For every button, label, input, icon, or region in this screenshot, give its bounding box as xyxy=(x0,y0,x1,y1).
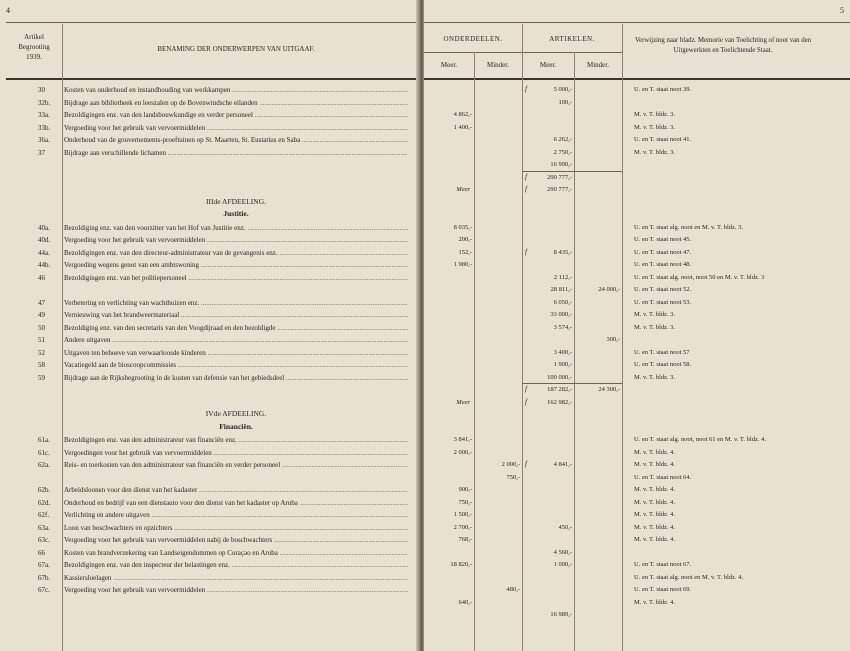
amount-cell: 187 282,- xyxy=(547,386,572,393)
row-description: Uitgaven ten behoeve van verwaarloosde kinderen ..... xyxy=(64,347,408,359)
table-row xyxy=(0,97,418,109)
reference-note: M. v. T. bldz. 4. xyxy=(634,461,676,468)
reference-note: U. en T. staat alg. noot en M. v. T. bldz. 4. xyxy=(634,573,744,581)
row-description: Bezoldigingen enz. van het politiepersoneel ..... xyxy=(64,272,408,284)
amount-cell: 750,- xyxy=(506,473,520,481)
table-row xyxy=(0,459,418,471)
row-description: Bezoldigingen enz. van den landsbouwkundige en verder personeel ..... xyxy=(64,109,408,121)
header-ondeelen-minder: Minder. xyxy=(487,61,509,69)
table-row xyxy=(0,559,418,571)
reference-note: M. v. T. bldz. 4. xyxy=(634,448,676,456)
left-page xyxy=(0,0,418,651)
amount-cell: 4 862,- xyxy=(453,111,472,118)
article-number: 62b. xyxy=(38,486,51,494)
reference-note: M. v. T. bldz. 3. xyxy=(634,123,676,131)
column-divider xyxy=(474,52,475,651)
table-row xyxy=(0,334,418,346)
amount-cell: 28 811,- xyxy=(550,286,572,293)
article-number: 62d. xyxy=(38,498,51,507)
row-description: Bezoldigingen enz. van den directeur-administrateur van de gevangenis enz. ..... xyxy=(64,247,408,259)
reference-note: U. en T. staat noot 47. xyxy=(634,248,692,256)
amount-cell: 100 000,- xyxy=(547,373,572,381)
reference-note: U. en T. staat alg. noot, noot 61 en M. v. T. bldz. 4. xyxy=(634,436,766,443)
reference-note: M. v. T. bldz. 3. xyxy=(634,373,676,381)
section-title: IVde AFDEELING. xyxy=(205,409,267,418)
article-number: 61a. xyxy=(38,436,50,444)
reference-note: M. v. T. bldz. 4. xyxy=(634,486,676,493)
reference-note: U. en T. staat noot 58. xyxy=(634,361,692,368)
article-number: 36a. xyxy=(38,136,50,144)
table-row xyxy=(0,509,418,521)
subtotal-rule xyxy=(522,171,622,172)
header-bottom-rule xyxy=(424,78,850,80)
table-row xyxy=(0,259,418,271)
table-row xyxy=(0,447,418,459)
reference-note: M. v. T. bldz. 3. xyxy=(634,323,676,331)
article-number: 67c. xyxy=(38,586,50,594)
article-number: 40a. xyxy=(38,223,50,232)
column-divider xyxy=(574,52,575,651)
table-row xyxy=(0,359,418,371)
row-description: Loon van boschwachters en opzichters ..... xyxy=(64,522,408,534)
row-description: Kosten van brandverzekering van Landseigendommen op Curaçao en Aruba ..... xyxy=(64,547,408,559)
currency-symbol: f xyxy=(525,397,527,406)
table-row xyxy=(0,272,418,284)
amount-cell: 750,- xyxy=(458,498,472,506)
amount-cell: 1 980,- xyxy=(453,261,472,268)
table-row xyxy=(0,147,418,159)
table-row xyxy=(0,547,418,559)
row-description: Vacatiegeld aan de bioscoopcommissies ..... xyxy=(64,359,408,371)
reference-note: U. en T. staat alg. noot, noot 50 en M. v. T. bldz. 3 xyxy=(634,273,765,281)
reference-note: U. en T. staat noot 67. xyxy=(634,561,692,568)
amount-cell: 300,- xyxy=(606,336,620,343)
reference-note: M. v. T. bldz. 4. xyxy=(634,536,676,543)
amount-cell: 24 300,- xyxy=(598,386,620,393)
reference-note: U. en T. staat noot 48. xyxy=(634,261,692,268)
table-row xyxy=(0,84,418,96)
reference-note: M. v. T. bldz. 4. xyxy=(634,511,676,518)
table-row xyxy=(0,247,418,259)
amount-cell: 16 989,- xyxy=(550,611,572,618)
row-description: Bezoldiging enz. van den voorzitter van het Hof van Justitie enz. ..... xyxy=(64,222,408,234)
table-row xyxy=(0,522,418,534)
reference-note: M. v. T. bldz. 3. xyxy=(634,111,676,118)
reference-note: U. en T. staat noot 64. xyxy=(634,473,692,481)
reference-note: U. en T. staat noot 53. xyxy=(634,298,692,306)
article-number: 50 xyxy=(38,323,45,332)
subtotal-rule xyxy=(522,383,622,384)
amount-cell: 900,- xyxy=(458,486,472,493)
article-number: 58 xyxy=(38,361,45,369)
header-mid-rule xyxy=(424,52,622,53)
row-description: Vergoeding voor het gebruik van vervoermiddelen ..... xyxy=(64,122,408,134)
amount-cell: 640,- xyxy=(458,598,472,606)
amount-cell: 18 820,- xyxy=(450,561,472,568)
currency-symbol: f xyxy=(525,460,527,468)
article-number: 44a. xyxy=(38,248,50,257)
header-verwijzing: Verwijzing naar bladz. Memorie van Toelichting of noot van den Uitgewerkten en Toelichtende Staat. xyxy=(634,37,812,54)
reference-note: U. en T. staat noot 69. xyxy=(634,586,692,593)
table-row xyxy=(0,347,418,359)
amount-cell: 1 400,- xyxy=(453,123,472,131)
amount-cell: 3 574,- xyxy=(553,323,572,331)
total-label: Meer xyxy=(456,398,470,406)
header-artikelen-minder: Minder. xyxy=(587,61,609,69)
header-artikelen-meer: Meer. xyxy=(539,61,557,69)
row-description: Kosten van onderhoud en instandhouding van werkkampen ..... xyxy=(64,84,408,96)
row-description: Reis- en toerkosten van den administrateur van financiën en verder personeel ..... xyxy=(64,459,408,471)
row-description: Verlichting en andere uitgaven ..... xyxy=(64,509,408,521)
amount-cell: 2 112,- xyxy=(553,273,572,281)
article-number: 32b. xyxy=(38,98,51,107)
amount-cell: 450,- xyxy=(558,523,572,531)
article-number: 44b. xyxy=(38,261,51,269)
amount-cell: 1 900,- xyxy=(553,361,572,368)
article-number: 52 xyxy=(38,348,45,357)
amount-cell: 162 982,- xyxy=(547,398,572,406)
amount-cell: 6 050,- xyxy=(553,298,572,306)
table-row xyxy=(0,297,418,309)
currency-symbol: f xyxy=(525,172,527,181)
row-description: Bijdrage aan de Rijksbegrooting in de kosten van defensie van het gebiedsdeel ..... xyxy=(64,372,408,384)
table-row xyxy=(0,234,418,246)
amount-cell: 3 400,- xyxy=(553,348,572,356)
header-artikelen: ARTIKELEN. xyxy=(549,35,595,43)
amount-cell: 2 700,- xyxy=(453,523,472,531)
column-divider xyxy=(622,24,623,651)
article-number: 59 xyxy=(38,373,45,382)
article-number: 33a. xyxy=(38,111,50,119)
amount-cell: 8 035,- xyxy=(453,223,472,231)
row-description: Vergoedingen voor het gebruik van vervoermiddelen ..... xyxy=(64,447,408,459)
amount-cell: 4 560,- xyxy=(553,548,572,556)
row-description: Bezoldigingen enz. van den inspecteur der belastingen enz. ..... xyxy=(64,559,408,571)
header-top-rule xyxy=(6,22,418,23)
reference-note: U. en T. staat noot 45. xyxy=(634,236,692,243)
table-row xyxy=(0,222,418,234)
row-description: Onderhoud en bedrijf van een dienstauto voor den dienst van het kadaster op Aruba ..... xyxy=(64,497,408,509)
table-row xyxy=(0,534,418,546)
table-row xyxy=(0,372,418,384)
reference-note: M. v. T. bldz. 3. xyxy=(634,148,676,156)
row-description: Bijdrage aan bibliotheek en leeszalen op de Bovenwindsche eilanden ..... xyxy=(64,97,408,109)
amount-cell: 3 841,- xyxy=(453,436,472,443)
row-description: Kassiersloelagen ..... xyxy=(64,572,408,584)
amount-cell: 4 841,- xyxy=(553,461,572,468)
amount-cell: 768,- xyxy=(458,536,472,543)
row-description: Vergoeding wegens genot van een ambtswoning ..... xyxy=(64,259,408,271)
amount-cell: 290 777,- xyxy=(547,186,572,193)
article-number: 62f. xyxy=(38,511,50,519)
currency-symbol: f xyxy=(525,385,527,393)
article-number: 30 xyxy=(38,86,45,94)
table-row xyxy=(0,109,418,121)
header-ondeelen-meer: Meer. xyxy=(440,61,458,69)
currency-symbol: f xyxy=(525,185,527,193)
section-title: IIIde AFDEELING. xyxy=(206,196,266,206)
amount-cell: 33 000,- xyxy=(550,311,572,318)
amount-cell: 24 000,- xyxy=(598,286,620,293)
reference-note: M. v. T. bldz. 3. xyxy=(634,311,676,318)
amount-cell: 152,- xyxy=(458,248,472,256)
header-benaming: BENAMING DER ONDERWERPEN VAN UITGAAF. xyxy=(157,45,315,53)
table-row xyxy=(0,434,418,446)
header-top-rule xyxy=(424,22,850,23)
page-number-left: 4 xyxy=(6,6,10,15)
reference-note: U. en T. staat alg. noot en M. v. T. bldz. 3. xyxy=(634,223,744,231)
table-row xyxy=(0,484,418,496)
amount-cell: 8 435,- xyxy=(553,248,572,256)
amount-cell: 1 500,- xyxy=(453,511,472,518)
article-number: 49 xyxy=(38,311,45,319)
article-number: 46 xyxy=(38,273,45,282)
right-page xyxy=(424,0,850,651)
table-row xyxy=(0,497,418,509)
table-row xyxy=(0,122,418,134)
row-description: Vergoeding voor het gebruik van vervoermiddelen nabij de boschwachters ..... xyxy=(64,534,408,546)
amount-cell: 2 000,- xyxy=(453,448,472,456)
article-number: 67a. xyxy=(38,561,50,569)
reference-note: U. en T. staat noot 39. xyxy=(634,86,692,93)
row-description: Vernieuwing van het brandweermateriaal ..... xyxy=(64,309,408,321)
table-row xyxy=(0,572,418,584)
section-subtitle: Financiën. xyxy=(219,421,253,431)
amount-cell: 5 000,- xyxy=(553,86,572,93)
table-row xyxy=(0,584,418,596)
row-description: Andere uitgaven ..... xyxy=(64,334,408,346)
article-number: 47 xyxy=(38,298,45,307)
reference-note: M. v. T. bldz. 4. xyxy=(634,498,676,506)
page-number-right: 5 xyxy=(840,6,844,15)
reference-note: M. v. T. bldz. 4. xyxy=(634,598,676,606)
total-label: Meer xyxy=(456,186,470,193)
article-number: 61c. xyxy=(38,448,50,457)
reference-note: U. en T. staat noot 57 xyxy=(634,348,690,356)
header-ondeelen: ONDERDEELEN. xyxy=(443,35,503,43)
currency-symbol: f xyxy=(525,247,527,256)
row-description: Vergoeding voor het gebruik van vervoermiddelen ..... xyxy=(64,584,408,596)
table-row xyxy=(0,322,418,334)
table-row xyxy=(0,309,418,321)
row-description: Bezoldiging enz. van den secretaris van den Voogdijraad en den bezoldigde ..... xyxy=(64,322,408,334)
article-number: 51 xyxy=(38,336,45,344)
amount-cell: 6 262,- xyxy=(553,136,572,143)
article-number: 62a. xyxy=(38,461,50,469)
amount-cell: 2 750,- xyxy=(553,148,572,156)
amount-cell: 290 777,- xyxy=(547,173,572,181)
row-description: Bijdrage aan verschillende lichamen ..... xyxy=(64,147,408,159)
article-number: 66 xyxy=(38,548,45,557)
table-row xyxy=(0,134,418,146)
reference-note: U. en T. staat noot 41. xyxy=(634,136,692,143)
amount-cell: 1 000,- xyxy=(553,561,572,568)
header-artikel: Artikel Begrooting 1939. xyxy=(18,33,50,61)
reference-note: U. en T. staat noot 52. xyxy=(634,286,692,293)
currency-symbol: f xyxy=(525,85,527,93)
section-subtitle: Justitie. xyxy=(223,209,249,218)
row-description: Vergoeding voor het gebruik van vervoermiddelen ..... xyxy=(64,234,408,246)
article-number: 40d. xyxy=(38,236,51,244)
row-description: Verbetering en verlichting van wachthuizen enz. ..... xyxy=(64,297,408,309)
amount-cell: 480,- xyxy=(506,586,520,593)
row-description: Arbeidsloonen voor den dienst van het kadaster ..... xyxy=(64,484,408,496)
amount-cell: 2 000,- xyxy=(501,461,520,468)
article-number: 37 xyxy=(38,148,45,157)
row-description: Bezoldigingen enz. van den administrateur van financiën enz. ..... xyxy=(64,434,408,446)
reference-note: M. v. T. bldz. 4. xyxy=(634,523,676,531)
article-number: 63a. xyxy=(38,523,50,532)
article-number: 63c. xyxy=(38,536,50,544)
amount-cell: 100,- xyxy=(558,98,572,106)
row-description: Onderhoud van de gouvernements-proeftuinen op St. Maarten, St. Eustatius en Saba ..... xyxy=(64,134,408,146)
amount-cell: 200,- xyxy=(458,236,472,243)
header-bottom-rule xyxy=(6,78,418,80)
amount-cell: 16 990,- xyxy=(550,161,572,168)
article-number: 33b. xyxy=(38,123,51,132)
article-number: 67b. xyxy=(38,573,51,582)
